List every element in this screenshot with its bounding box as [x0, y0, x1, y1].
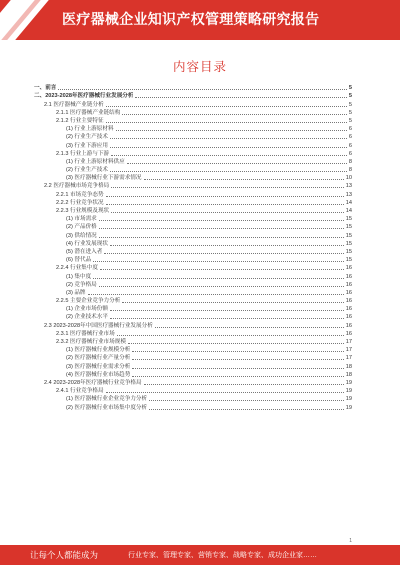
- toc-entry-page: 15: [345, 257, 352, 264]
- footer-slogan: 让每个人都能成为: [30, 550, 99, 560]
- toc-entry-text: (3) 医疗器械行业下游需求情况: [66, 175, 142, 182]
- toc-leader-dots: [106, 196, 344, 197]
- toc-entry[interactable]: [34, 354, 352, 362]
- toc-leader-dots: [111, 187, 343, 188]
- toc-leader-dots: [144, 384, 344, 385]
- toc-leader-dots: [106, 392, 344, 393]
- toc-entry[interactable]: [34, 133, 352, 141]
- toc-entry-page: 19: [345, 396, 352, 403]
- toc-entry[interactable]: [34, 231, 352, 239]
- toc-entry-text: (2) 企业技术水平: [66, 314, 108, 321]
- toc-entry-page: 10: [345, 175, 352, 182]
- toc-entry[interactable]: [34, 182, 352, 190]
- toc-leader-dots: [149, 400, 344, 401]
- toc-leader-dots: [93, 261, 344, 262]
- toc-entry[interactable]: [34, 92, 352, 100]
- toc-leader-dots: [149, 409, 344, 410]
- toc-entry[interactable]: [34, 84, 352, 92]
- toc-leader-dots: [110, 310, 344, 311]
- toc-entry-text: 2.2 医疗器械市场竞争格局: [44, 183, 110, 190]
- toc-entry-page: 17: [345, 355, 352, 362]
- toc-leader-dots: [127, 163, 347, 164]
- toc-leader-dots: [106, 204, 344, 205]
- toc-leader-dots: [144, 179, 344, 180]
- toc-entry-page: 17: [345, 339, 352, 345]
- toc-entry-page: 16: [345, 265, 352, 272]
- toc-entry-text: (4) 行业发展现状: [66, 240, 108, 247]
- toc-leader-dots: [106, 106, 347, 107]
- toc-entry-text: 2.1 医疗器械产业链分析: [44, 101, 104, 108]
- toc-entry-page: 16: [345, 314, 352, 321]
- toc-entry-page: 16: [345, 273, 352, 280]
- toc-leader-dots: [104, 253, 343, 254]
- page-number: 1: [349, 538, 352, 544]
- toc-entry[interactable]: [34, 141, 352, 149]
- toc-entry-text: (1) 市场需求: [66, 216, 97, 223]
- toc-entry-page: 15: [345, 224, 352, 231]
- toc-entry[interactable]: [34, 362, 352, 370]
- toc-entry[interactable]: [34, 338, 352, 346]
- toc-entry-page: 16: [345, 289, 352, 296]
- toc-entry-text: 2.1.2 行业主要特征: [56, 117, 104, 124]
- toc-entry-text: (1) 医疗器械行业企业竞争力分析: [66, 396, 148, 403]
- toc-entry-text: 2.3.2 医疗器械行业市场规模: [56, 339, 126, 345]
- toc-entry-page: 15: [345, 216, 352, 223]
- toc-entry[interactable]: [34, 215, 352, 223]
- toc-entry[interactable]: [34, 100, 352, 108]
- toc-entry-page: 18: [345, 363, 352, 370]
- toc-entry-text: 2.2.2 行业竞争状况: [56, 199, 104, 206]
- toc-entry-page: 8: [348, 167, 352, 174]
- toc-entry-page: 13: [345, 183, 352, 190]
- toc-entry[interactable]: [34, 207, 352, 215]
- toc-entry[interactable]: [34, 272, 352, 280]
- toc-entry-text: (1) 医疗器械行业规模分析: [66, 347, 131, 354]
- toc-entry[interactable]: [34, 199, 352, 207]
- toc-leader-dots: [110, 138, 347, 139]
- toc-entry-text: (2) 行业生产技术: [66, 167, 108, 174]
- toc-leader-dots: [116, 130, 347, 131]
- toc-leader-dots: [99, 228, 344, 229]
- toc-entry-text: (2) 医疗器械行业市场集中度分析: [66, 404, 148, 411]
- toc-leader-dots: [58, 89, 346, 90]
- toc-entry[interactable]: [34, 289, 352, 297]
- toc-entry-text: (3) 品牌: [66, 289, 86, 296]
- toc-entry-text: (1) 集中度: [66, 273, 92, 280]
- toc-entry-page: 15: [345, 232, 352, 239]
- toc-entry[interactable]: [34, 109, 352, 117]
- toc-entry-page: 16: [345, 306, 352, 313]
- toc-entry[interactable]: [34, 371, 352, 379]
- toc-leader-dots: [122, 302, 343, 303]
- toc-leader-dots: [99, 220, 344, 221]
- toc-leader-dots: [106, 122, 347, 123]
- toc-entry[interactable]: [34, 248, 352, 256]
- toc-entry-page: 19: [345, 404, 352, 411]
- toc-entry-page: 16: [345, 322, 352, 329]
- toc-leader-dots: [132, 368, 343, 369]
- toc-entry-text: (2) 医疗器械行业产量分析: [66, 355, 131, 362]
- toc-entry-page: 6: [348, 150, 352, 157]
- toc-entry[interactable]: [34, 387, 352, 395]
- toc-leader-dots: [99, 237, 344, 238]
- toc-entry[interactable]: [34, 305, 352, 313]
- toc-leader-dots: [117, 335, 344, 336]
- toc-entry-page: 14: [345, 208, 352, 214]
- toc-heading: 内容目录: [172, 60, 227, 74]
- toc-entry-page: 5: [348, 85, 352, 92]
- toc-leader-dots: [111, 212, 344, 213]
- toc-entry[interactable]: [34, 346, 352, 354]
- toc-entry-text: 2.3.1 医疗器械行业市场: [56, 330, 115, 337]
- toc-entry[interactable]: [34, 240, 352, 248]
- toc-entry-page: 6: [348, 134, 352, 141]
- toc-entry-text: (3) 供给情况: [66, 232, 97, 239]
- toc-entry-text: (1) 企业市场份额: [66, 306, 108, 313]
- toc-entry-text: 2.3 2023-2028年中国医疗器械行业发展分析: [44, 322, 153, 329]
- toc-entry-page: 5: [348, 117, 352, 124]
- toc-entry-text: (2) 产品价格: [66, 224, 97, 231]
- toc-entry-text: 2.4 2023-2028年医疗器械行业竞争格局: [44, 379, 142, 386]
- toc-leader-dots: [100, 269, 344, 270]
- toc-entry-page: 5: [348, 101, 352, 108]
- toc-leader-dots: [128, 343, 344, 344]
- toc-leader-dots: [132, 351, 343, 352]
- toc-leader-dots: [132, 359, 343, 360]
- toc-leader-dots: [132, 376, 343, 377]
- toc-entry-text: 2.2.3 行业规模及现状: [56, 208, 110, 214]
- toc-entry-text: (3) 行业下游应用: [66, 142, 108, 149]
- toc-entry-page: 5: [348, 109, 352, 116]
- toc-entry-page: 8: [348, 158, 352, 165]
- toc-entry-text: (2) 行业生产技术: [66, 134, 108, 141]
- toc-entry[interactable]: [34, 330, 352, 338]
- toc-entry-text: 2.2.1 市场竞争态势: [56, 191, 104, 198]
- toc-entry-page: 5: [348, 93, 352, 100]
- toc-leader-dots: [111, 155, 347, 156]
- toc-entry[interactable]: [34, 174, 352, 182]
- toc-entry-text: (1) 行业上游原材料供应: [66, 158, 125, 165]
- footer-tagline: 行业专家、管理专家、营销专家、战略专家、成功企业家……: [128, 552, 317, 559]
- toc-entry-page: 17: [345, 347, 352, 354]
- toc-entry-text: (4) 医疗器械行业市场趋势: [66, 371, 131, 378]
- toc-entry-page: 15: [345, 240, 352, 247]
- toc-entry-text: (1) 行业上游原材料: [66, 126, 114, 133]
- toc-leader-dots: [110, 171, 347, 172]
- toc-leader-dots: [155, 327, 344, 328]
- table-of-contents: [34, 84, 352, 412]
- toc-entry-text: 2.2.4 行业集中度: [56, 265, 98, 272]
- toc-entry[interactable]: [34, 158, 352, 166]
- toc-entry-page: 19: [345, 388, 352, 395]
- toc-entry-text: 2.1.1 医疗器械产业链结构: [56, 109, 121, 116]
- toc-leader-dots: [122, 114, 347, 115]
- toc-entry[interactable]: [34, 403, 352, 411]
- footer-banner: [0, 545, 400, 565]
- toc-entry[interactable]: [34, 223, 352, 231]
- toc-entry-page: 14: [345, 199, 352, 206]
- toc-entry-page: 18: [345, 371, 352, 378]
- toc-entry-text: (5) 潜在进入者: [66, 248, 103, 255]
- toc-entry-page: 16: [345, 281, 352, 288]
- toc-entry[interactable]: [34, 379, 352, 387]
- toc-entry-page: 15: [345, 248, 352, 255]
- toc-entry[interactable]: [34, 297, 352, 305]
- toc-entry[interactable]: [34, 395, 352, 403]
- toc-entry-text: 二、2023-2028年医疗器械行业发展分析: [34, 93, 134, 100]
- toc-entry-text: 2.1.3 行业上游与下游: [56, 150, 110, 157]
- toc-entry[interactable]: [34, 166, 352, 174]
- toc-entry-text: (3) 医疗器械行业需求分析: [66, 363, 131, 370]
- toc-entry-page: 6: [348, 126, 352, 133]
- toc-entry-page: 19: [345, 379, 352, 386]
- toc-entry-text: 2.2.5 主要企业竞争力分析: [56, 298, 121, 305]
- toc-leader-dots: [99, 286, 344, 287]
- report-title: 医疗器械企业知识产权管理策略研究报告: [62, 11, 320, 27]
- toc-entry[interactable]: [34, 256, 352, 264]
- toc-entry-page: 16: [345, 298, 352, 305]
- toc-leader-dots: [110, 318, 344, 319]
- toc-entry[interactable]: [34, 125, 352, 133]
- toc-entry-page: 6: [348, 142, 352, 149]
- toc-entry[interactable]: [34, 321, 352, 329]
- toc-entry[interactable]: [34, 281, 352, 289]
- toc-entry[interactable]: [34, 313, 352, 321]
- toc-entry-page: 16: [345, 330, 352, 337]
- toc-leader-dots: [93, 278, 344, 279]
- toc-entry[interactable]: [34, 117, 352, 125]
- header-banner: [0, 0, 400, 40]
- toc-leader-dots: [110, 245, 344, 246]
- toc-entry-text: 2.4.1 行业竞争格局: [56, 388, 104, 395]
- toc-entry[interactable]: [34, 264, 352, 272]
- toc-leader-dots: [88, 294, 344, 295]
- toc-leader-dots: [135, 97, 346, 98]
- toc-entry[interactable]: [34, 190, 352, 198]
- toc-entry-text: 一、前言: [34, 85, 57, 92]
- toc-entry-text: (2) 竞争格局: [66, 281, 97, 288]
- toc-leader-dots: [110, 147, 347, 148]
- toc-entry-page: 13: [345, 191, 352, 198]
- toc-entry[interactable]: [34, 150, 352, 158]
- toc-entry-text: (6) 替代品: [66, 257, 92, 264]
